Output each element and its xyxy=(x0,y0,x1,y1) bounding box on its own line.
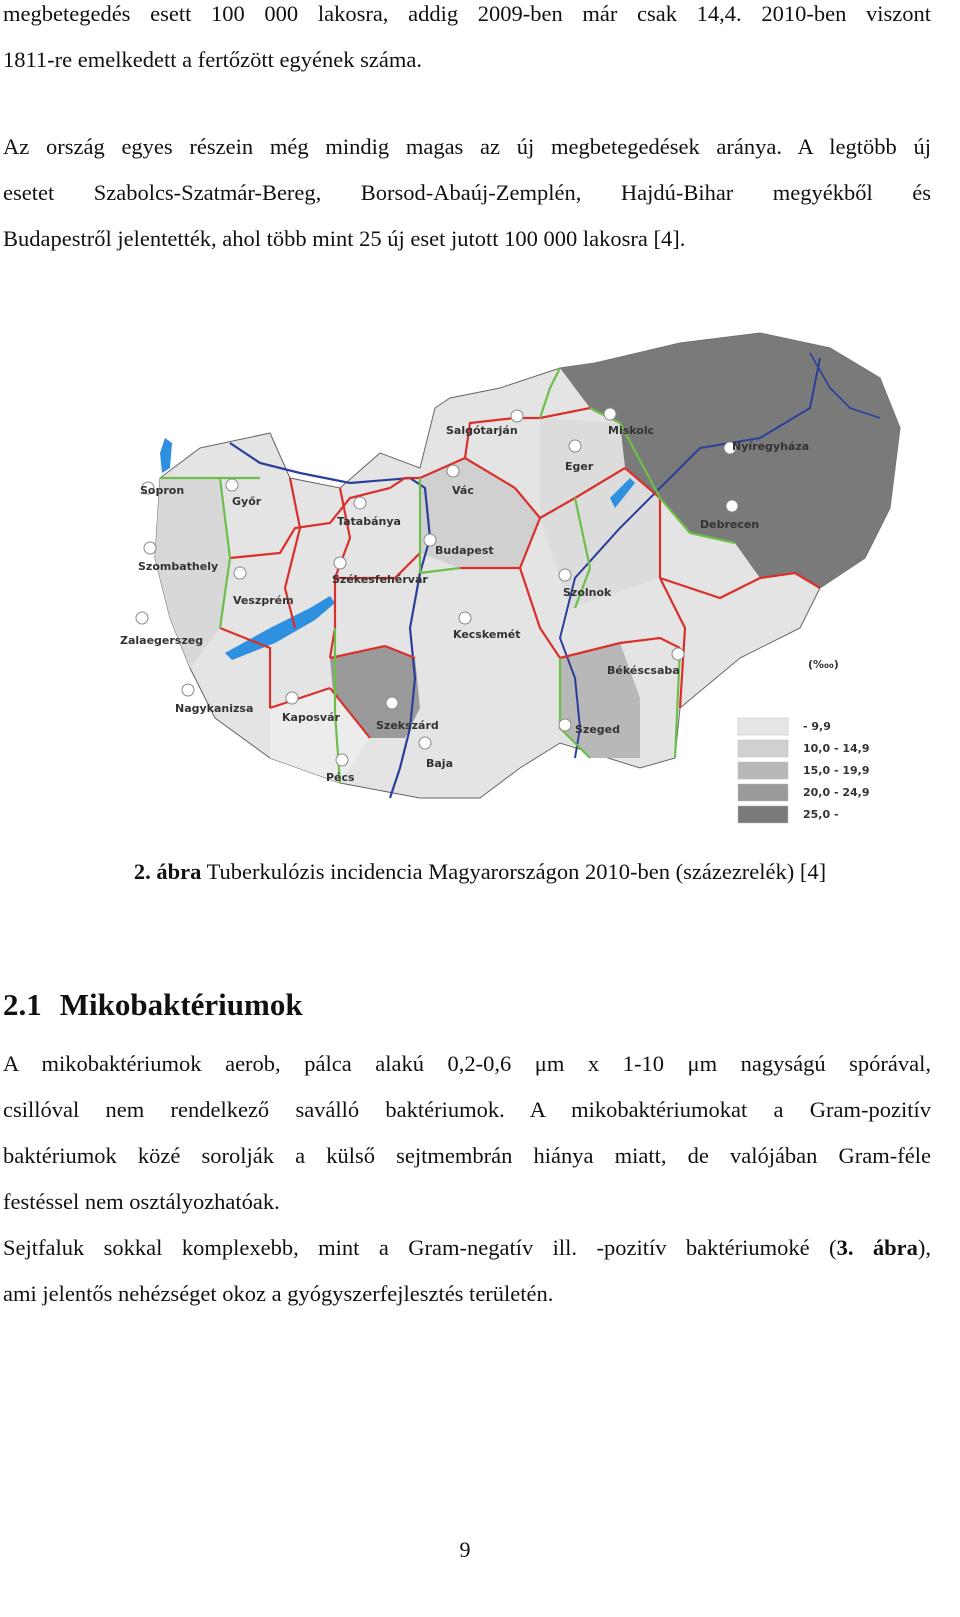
text-line xyxy=(3,1225,931,1271)
label-miskolc: Miskolc xyxy=(608,424,655,437)
label-szekesfehervar: Székesfehérvár xyxy=(332,573,428,586)
hungary-tb-incidence-map xyxy=(120,328,910,833)
legend-class-2: 15,0 - 19,9 xyxy=(803,764,870,777)
label-zalaegerszeg: Zalaegerszeg xyxy=(120,634,204,647)
legend-swatch-4 xyxy=(738,806,788,823)
label-kaposvar: Kaposvár xyxy=(282,711,340,724)
label-nagykanizsa: Nagykanizsa xyxy=(175,702,254,715)
text-line: ami jelentős nehézséget okoz a gyógyszerfejlesztés területén. xyxy=(3,1281,554,1306)
label-debrecen: Debrecen xyxy=(700,518,760,531)
figure-reference: 3. ábra xyxy=(836,1235,918,1260)
legend-swatch-2 xyxy=(738,762,788,779)
paragraph-mycobacteria xyxy=(3,1041,931,1225)
label-szolnok: Szolnok xyxy=(563,586,612,599)
label-salgotarjan: Salgótarján xyxy=(446,424,518,437)
text-line: festéssel nem osztályozhatóak. xyxy=(3,1189,280,1214)
legend-class-3: 20,0 - 24,9 xyxy=(803,786,870,799)
map-svg xyxy=(120,328,910,833)
lake-neusiedl xyxy=(160,438,172,473)
legend-class-4: 25,0 - xyxy=(803,808,839,821)
label-sopron: Sopron xyxy=(140,484,185,497)
label-tatabanya: Tatabánya xyxy=(337,515,401,528)
label-vac: Vác xyxy=(452,484,474,497)
paragraph-cell-wall xyxy=(3,1225,931,1317)
text-segment: Sejtfaluk sokkal komplexebb, mint a Gram-negatív ill. -pozitív baktériumoké ( xyxy=(3,1235,837,1260)
figure-caption xyxy=(0,857,960,887)
label-szekszard: Szekszárd xyxy=(376,719,439,732)
page-number: 9 xyxy=(459,1537,471,1562)
legend-class-0: - 9,9 xyxy=(803,720,831,733)
label-bekescsaba: Békéscsaba xyxy=(607,664,680,677)
text-line: esetet Szabolcs-Szatmár-Bereg, Borsod-Abaúj-Zemplén, Hajdú-Bihar megyékből és xyxy=(3,180,931,205)
label-kecskemet: Kecskemét xyxy=(453,628,521,641)
legend-swatch-0 xyxy=(738,718,788,735)
legend-unit: (‱) xyxy=(808,658,839,671)
label-gyor: Győr xyxy=(232,495,262,508)
caption-label: 2. ábra xyxy=(133,859,202,884)
section-title: Mikobaktériumok xyxy=(59,987,303,1022)
text-line: 1811-re emelkedett a fertőzött egyének száma. xyxy=(3,47,422,72)
text-line: Az ország egyes részein még mindig magas az új megbetegedések aránya. A legtöbb új xyxy=(3,134,931,159)
text-segment: ), xyxy=(917,1235,932,1260)
paragraph-regional-rates xyxy=(3,124,931,262)
map-legend xyxy=(738,658,870,823)
text-line: baktériumok közé sorolják a külső sejtmembrán hiánya miatt, de valójában Gram-féle xyxy=(3,1143,931,1168)
label-nyiregyhaza: Nyíregyháza xyxy=(732,440,810,453)
section-heading xyxy=(3,983,303,1027)
text-line: megbetegedés esett 100 000 lakosra, addig 2009-ben már csak 14,4. 2010-ben viszont xyxy=(3,1,931,26)
text-line: Budapestről jelentették, ahol több mint 25 új eset jutott 100 000 lakosra [4]. xyxy=(3,226,686,251)
label-szeged: Szeged xyxy=(575,723,620,736)
label-budapest: Budapest xyxy=(435,544,494,557)
text-line: A mikobaktériumok aerob, pálca alakú 0,2-0,6 μm x 1-10 μm nagyságú spórával, xyxy=(3,1051,931,1076)
text-line: csillóval nem rendelkező saválló baktériumok. A mikobaktériumokat a Gram-pozitív xyxy=(3,1097,931,1122)
label-szombathely: Szombathely xyxy=(138,560,219,573)
legend-class-1: 10,0 - 14,9 xyxy=(803,742,870,755)
legend-swatch-3 xyxy=(738,784,788,801)
label-baja: Baja xyxy=(426,757,454,770)
paragraph-incidence-trend xyxy=(3,0,931,83)
legend-swatch-1 xyxy=(738,740,788,757)
label-pecs: Pécs xyxy=(326,771,355,784)
section-number: 2.1 xyxy=(3,987,42,1022)
label-eger: Eger xyxy=(565,460,594,473)
label-veszprem: Veszprém xyxy=(233,594,294,607)
caption-text: Tuberkulózis incidencia Magyarországon 2010-ben (százezrelék) [4] xyxy=(201,859,827,884)
